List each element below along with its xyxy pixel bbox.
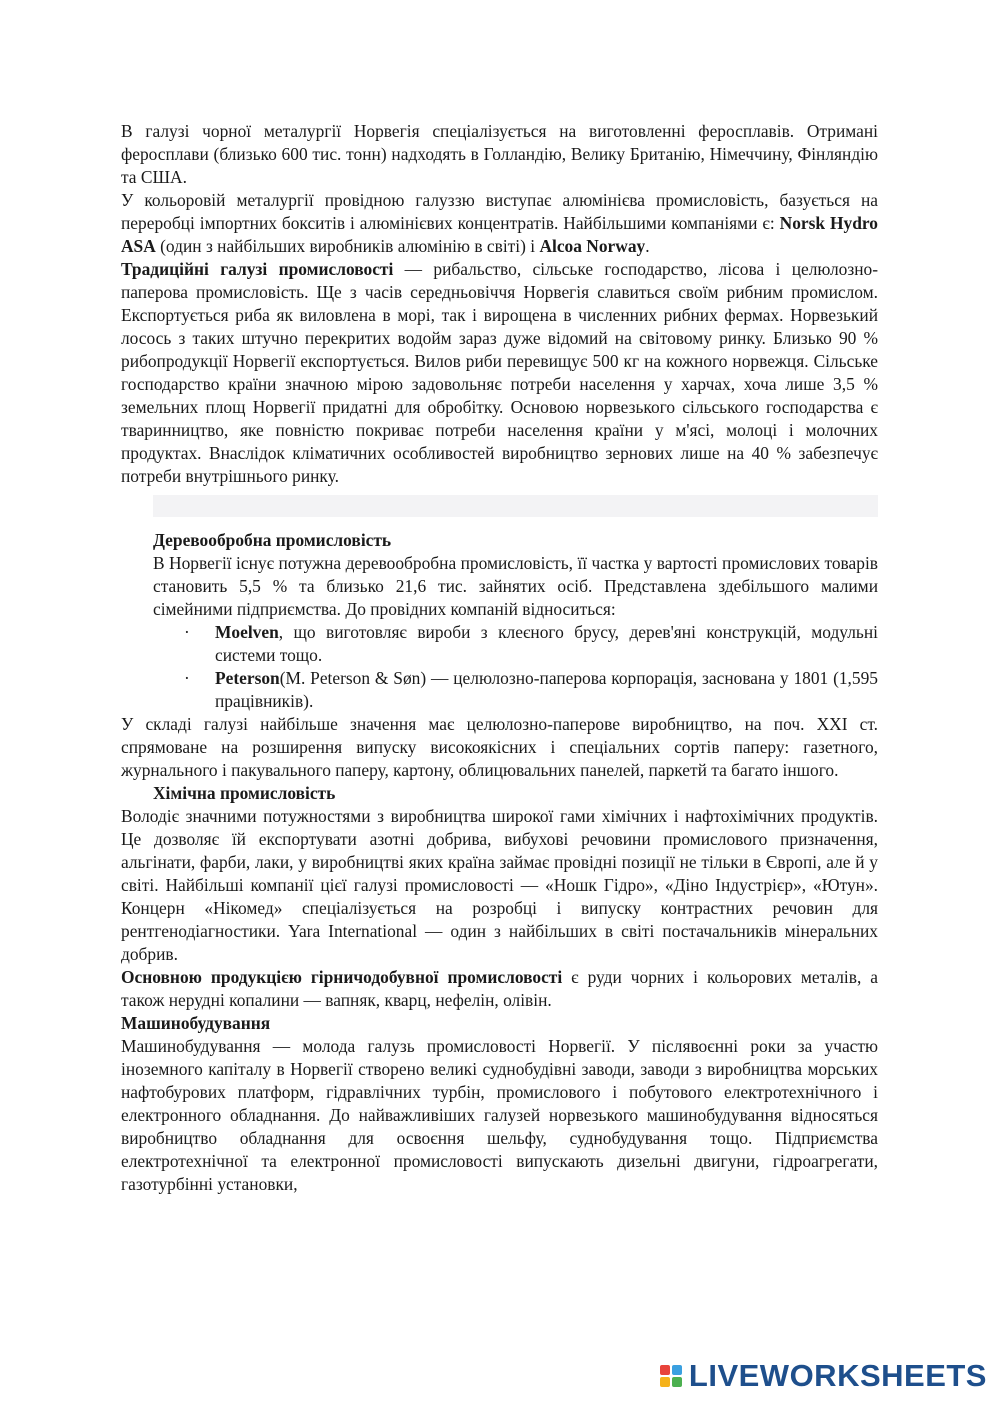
- company-peterson: Peterson: [215, 668, 280, 688]
- company-list: [153, 621, 878, 713]
- paragraph-nonferrous-metallurgy: [121, 189, 878, 258]
- term-traditional-industries: Традиційні галузі промисловості: [121, 259, 394, 279]
- text-run: У кольоровій металургії провідною галуззю виступає алюмінієва промисловість, базується на переробці імпортних бокситів і алюмінієвих концентратів. Найбільшими компаніями є:: [121, 190, 878, 233]
- text-run: (M. Peterson & Søn) — целюлозно-паперова корпорація, заснована у 1801 (1,595 працівників).: [215, 668, 878, 711]
- bullet-icon: ·: [184, 668, 190, 688]
- paragraph-traditional-industries: [121, 258, 878, 488]
- term-mining: Основною продукцією гірничодобувної промисловості: [121, 967, 563, 987]
- company-norsk-hydro: Norsk Hydro ASA: [121, 213, 878, 256]
- list-item: [153, 667, 878, 713]
- text-run: .: [645, 236, 650, 256]
- heading-machine-building: Машинобудування: [121, 1013, 271, 1033]
- list-item: [153, 621, 878, 667]
- logo-grid-icon: [660, 1365, 682, 1387]
- paragraph-ferrous-metallurgy: В галузі чорної металургії Норвегія спеціалізується на виготовленні феросплавів. Отримані феросплави (близько 600 тис. тонн) надходять в Голландію, Велику Британію, Німеччину, Фінляндію та США.: [121, 121, 878, 187]
- text-run: , що виготовляє вироби з клеєного брусу, дерев'яні конструкцій, модульні системи тощо.: [215, 622, 878, 665]
- text-run: (один з найбільших виробників алюмінію в світі) і: [155, 236, 540, 256]
- heading-wood-industry: Деревообробна промисловість: [153, 530, 392, 550]
- paragraph-chemical-industry: Володіє значними потужностями з виробництва широкої гами хімічних і нафтохімічних продуктів. Це дозволяє їй експортувати азотні добрива, вибухові речовини промислового призначення, альгінати, фарби, лаки, у виробництві яких країна займає провідні позиції не тільки в Європі, але й у світі. Найбільші компанії цієї галузі промисловості — «Ношк Гідро», «Діно Індустрієр», «Ютун». Концерн «Нікомед» спеціалізується на розробці і випуску контрастних речовин для рентгенодіагностики. Yara International — один з найбільших в світі постачальників мінеральних добрив.: [121, 806, 878, 964]
- heading-chemical-industry: Хімічна промисловість: [153, 783, 336, 803]
- bullet-icon: ·: [184, 622, 190, 642]
- document-page: [121, 120, 878, 1196]
- shaded-divider: [153, 495, 878, 517]
- paragraph-pulp-paper: У складі галузі найбільше значення має целюлозно-паперове виробництво, на поч. XXI ст. спрямоване на розширення випуску високоякісних і спеціальних сортів паперу: газетного, журнального і пакувального паперу, картону, облицювальних панелей, паркетй та багато іншого.: [121, 714, 878, 780]
- text-run: — рибальство, сільське господарство, лісова і целюлозно-паперова промисловість. Ще з часів середньовіччя Норвегія славиться своїм рибним промислом. Експортується риба як виловлена в морі, так і вирощена в численних рибних фермах. Норвезький лосось з таких штучно перекритих водойм зараз дуже відомий на світовому ринку. Близько 90 % рибопродукції Норвегії експортується. Вилов риби перевищує 500 кг на кожного норвежця. Сільське господарство країни значною мірою задовольняє потреби населення у харчах, хоча лише 3,5 % земельних площ Норвегії придатні для обробітку. Основою норвезького сільського господарства є тваринництво, яке повністю покриває потреби населення країни у м'ясі, молоці і молочних продуктах. Внаслідок кліматичних особливостей виробництво зернових лише на 40 % забезпечує потреби внутрішнього ринку.: [121, 259, 878, 486]
- text-run: є руди чорних і кольорових металів, а також нерудні копалини — вапняк, кварц, нефелін, олівін.: [121, 967, 879, 1010]
- company-moelven: Moelven: [215, 622, 279, 642]
- paragraph-machine-building: Машинобудування — молода галузь промисловості Норвегії. У післявоєнні роки за участю іноземного капіталу в Норвегії створено великі суднобудівні заводи, заводи з виробництва морських нафтобурових платформ, гідравлічних турбін, промислового і побутового електротехнічного і електронного обладнання. До найважливіших галузей норвезького машинобудування відносяться виробництво обладнання для освоєння шельфу, суднобудування тощо. Підприємства електротехнічної та електронної промисловості випускають дизельні двигуни, гідроагрегати, газотурбінні установки,: [121, 1036, 878, 1194]
- logo-text: LIVEWORKSHEETS: [688, 1358, 987, 1393]
- paragraph-mining: [121, 966, 878, 1012]
- paragraph-wood-intro: В Норвегії існує потужна деревообробна промисловість, її частка у вартості промислових товарів становить 5,5 % та близько 21,6 тис. зайнятих осіб. Представлена здебільшого малими сімейними підприємства. До провідних компаній відноситься:: [153, 553, 878, 619]
- company-alcoa: Alcoa Norway: [539, 236, 646, 256]
- liveworksheets-logo: [660, 1358, 987, 1394]
